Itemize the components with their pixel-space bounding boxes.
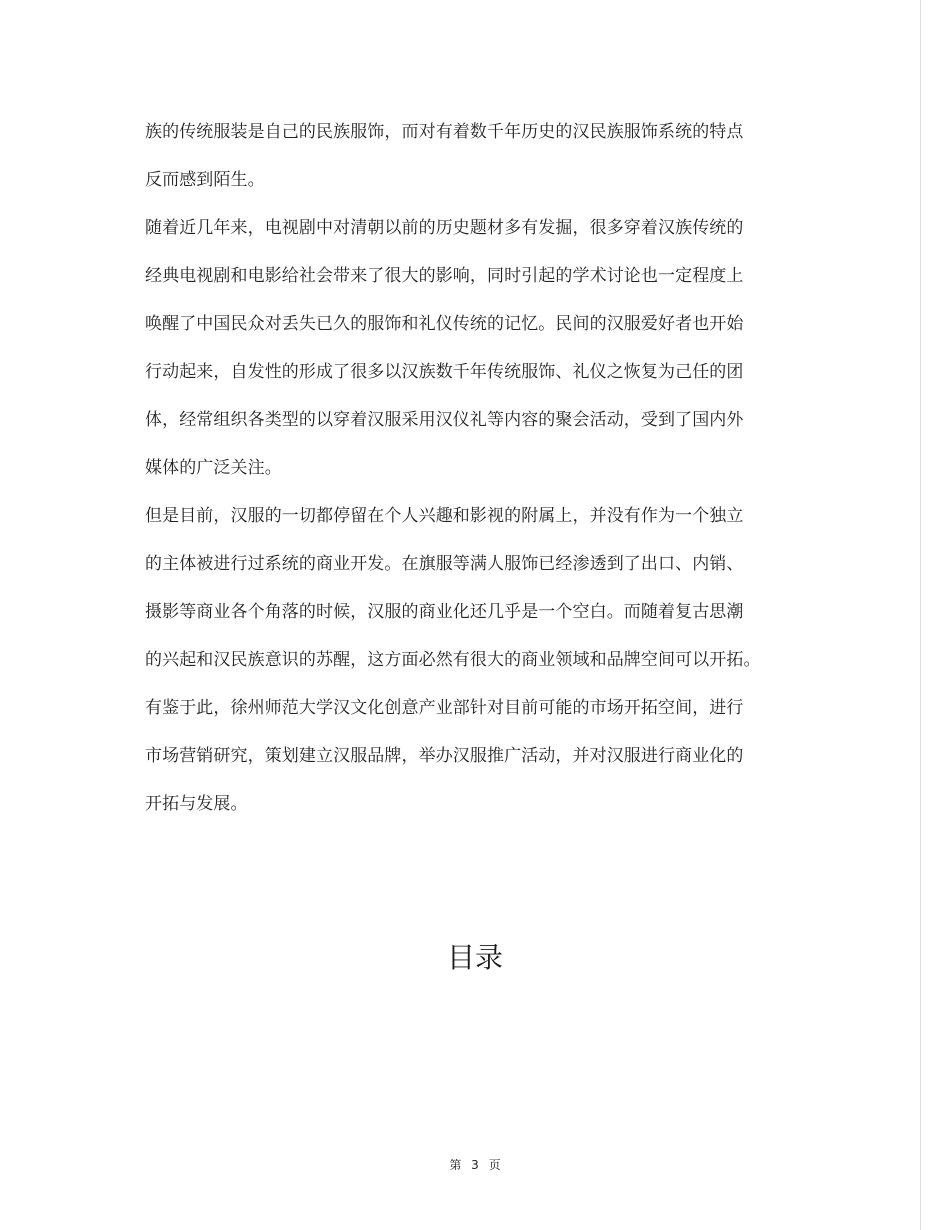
- toc-heading: 目录: [446, 941, 503, 974]
- footer-suffix: 页: [488, 1158, 501, 1172]
- text-line: 体，经常组织各类型的以穿着汉服采用汉仪礼等内容的聚会活动，受到了国内外: [145, 410, 744, 430]
- text-line: 但是目前，汉服的一切都停留在个人兴趣和影视的附属上，并没有作为一个独立: [145, 506, 744, 526]
- text-line: 族的传统服装是自己的民族服饰，而对有着数千年历史的汉民族服饰系统的特点: [145, 122, 744, 142]
- text-line: 的兴起和汉民族意识的苏醒，这方面必然有很大的商业领域和品牌空间可以开拓。: [145, 650, 761, 670]
- text-line: 唤醒了中国民众对丢失已久的服饰和礼仪传统的记忆。民间的汉服爱好者也开始: [145, 314, 744, 334]
- text-line: 行动起来，自发性的形成了很多以汉族数千年传统服饰、礼仪之恢复为己任的团: [145, 362, 744, 382]
- text-line: 反而感到陌生。: [145, 170, 265, 190]
- text-line: 有鉴于此，徐州师范大学汉文化创意产业部针对目前可能的市场开拓空间，进行: [145, 698, 744, 718]
- text-line: 的主体被进行过系统的商业开发。在旗服等满人服饰已经渗透到了出口、内销、: [145, 554, 744, 574]
- footer-prefix: 第: [449, 1158, 462, 1172]
- text-line: 开拓与发展。: [145, 794, 248, 814]
- text-line: 摄影等商业各个角落的时候，汉服的商业化还几乎是一个空白。而随着复古思潮: [145, 602, 744, 622]
- text-line: 经典电视剧和电影给社会带来了很大的影响，同时引起的学术讨论也一定程度上: [145, 266, 744, 286]
- text-line: 媒体的广泛关注。: [145, 458, 282, 478]
- page-number: 3: [471, 1158, 479, 1172]
- page-edge-divider: [920, 0, 921, 1230]
- body-text: [145, 112, 765, 832]
- text-line: 市场营销研究，策划建立汉服品牌，举办汉服推广活动，并对汉服进行商业化的: [145, 746, 744, 766]
- page-footer: [0, 1156, 950, 1174]
- text-line: 随着近几年来，电视剧中对清朝以前的历史题材多有发掘，很多穿着汉族传统的: [145, 218, 744, 238]
